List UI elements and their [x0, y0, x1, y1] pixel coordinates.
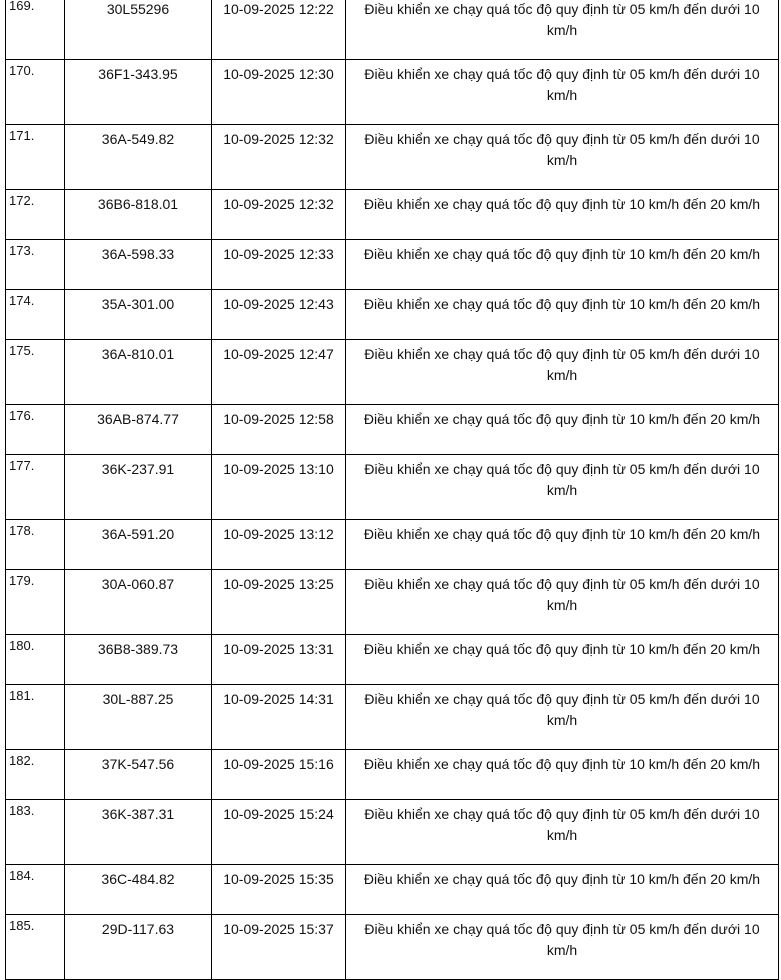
violation-description: Điều khiển xe chạy quá tốc độ quy định từ 05 km/h đến dưới 10 km/h	[346, 340, 779, 405]
violation-time: 10-09-2025 13:25	[212, 570, 346, 635]
violation-description: Điều khiển xe chạy quá tốc độ quy định từ 05 km/h đến dưới 10 km/h	[346, 125, 779, 190]
violations-table	[5, 0, 779, 980]
violation-description: Điều khiển xe chạy quá tốc độ quy định từ 05 km/h đến dưới 10 km/h	[346, 570, 779, 635]
license-plate: 36K-237.91	[65, 455, 212, 520]
table-row	[6, 635, 779, 685]
license-plate: 36B8-389.73	[65, 635, 212, 685]
table-row	[6, 570, 779, 635]
row-index: 180.	[6, 635, 65, 685]
row-index: 178.	[6, 520, 65, 570]
table-row	[6, 60, 779, 125]
row-index: 184.	[6, 865, 65, 915]
violation-time: 10-09-2025 12:33	[212, 240, 346, 290]
table-row	[6, 520, 779, 570]
row-index: 175.	[6, 340, 65, 405]
row-index: 181.	[6, 685, 65, 750]
violation-description: Điều khiển xe chạy quá tốc độ quy định từ 10 km/h đến 20 km/h	[346, 635, 779, 685]
row-index: 182.	[6, 750, 65, 800]
row-index: 173.	[6, 240, 65, 290]
violation-description: Điều khiển xe chạy quá tốc độ quy định từ 05 km/h đến dưới 10 km/h	[346, 0, 779, 60]
violation-time: 10-09-2025 12:47	[212, 340, 346, 405]
violation-time: 10-09-2025 15:37	[212, 915, 346, 980]
row-index: 183.	[6, 800, 65, 865]
table-row	[6, 125, 779, 190]
table-row	[6, 0, 779, 60]
violation-time: 10-09-2025 13:12	[212, 520, 346, 570]
violation-time: 10-09-2025 15:16	[212, 750, 346, 800]
violation-description: Điều khiển xe chạy quá tốc độ quy định từ 10 km/h đến 20 km/h	[346, 865, 779, 915]
table-row	[6, 190, 779, 240]
violation-description: Điều khiển xe chạy quá tốc độ quy định từ 05 km/h đến dưới 10 km/h	[346, 915, 779, 980]
violation-description: Điều khiển xe chạy quá tốc độ quy định từ 10 km/h đến 20 km/h	[346, 290, 779, 340]
violation-time: 10-09-2025 12:30	[212, 60, 346, 125]
table-row	[6, 915, 779, 980]
license-plate: 37K-547.56	[65, 750, 212, 800]
table-row	[6, 865, 779, 915]
license-plate: 36A-549.82	[65, 125, 212, 190]
license-plate: 36A-810.01	[65, 340, 212, 405]
license-plate: 35A-301.00	[65, 290, 212, 340]
row-index: 176.	[6, 405, 65, 455]
violations-table-body	[6, 0, 779, 980]
table-row	[6, 800, 779, 865]
license-plate: 30L55296	[65, 0, 212, 60]
license-plate: 36C-484.82	[65, 865, 212, 915]
violation-time: 10-09-2025 12:43	[212, 290, 346, 340]
license-plate: 36B6-818.01	[65, 190, 212, 240]
table-row	[6, 340, 779, 405]
violation-time: 10-09-2025 12:58	[212, 405, 346, 455]
violation-description: Điều khiển xe chạy quá tốc độ quy định từ 05 km/h đến dưới 10 km/h	[346, 60, 779, 125]
license-plate: 36A-591.20	[65, 520, 212, 570]
violation-description: Điều khiển xe chạy quá tốc độ quy định từ 10 km/h đến 20 km/h	[346, 750, 779, 800]
violation-description: Điều khiển xe chạy quá tốc độ quy định từ 05 km/h đến dưới 10 km/h	[346, 800, 779, 865]
violation-description: Điều khiển xe chạy quá tốc độ quy định từ 10 km/h đến 20 km/h	[346, 405, 779, 455]
violation-time: 10-09-2025 12:32	[212, 125, 346, 190]
table-row	[6, 750, 779, 800]
violation-time: 10-09-2025 12:22	[212, 0, 346, 60]
license-plate: 29D-117.63	[65, 915, 212, 980]
violation-description: Điều khiển xe chạy quá tốc độ quy định từ 10 km/h đến 20 km/h	[346, 240, 779, 290]
row-index: 169.	[6, 0, 65, 60]
violation-time: 10-09-2025 13:31	[212, 635, 346, 685]
row-index: 177.	[6, 455, 65, 520]
row-index: 174.	[6, 290, 65, 340]
table-row	[6, 240, 779, 290]
violation-time: 10-09-2025 15:24	[212, 800, 346, 865]
license-plate: 30A-060.87	[65, 570, 212, 635]
row-index: 179.	[6, 570, 65, 635]
license-plate: 30L-887.25	[65, 685, 212, 750]
violation-time: 10-09-2025 12:32	[212, 190, 346, 240]
violation-time: 10-09-2025 15:35	[212, 865, 346, 915]
row-index: 170.	[6, 60, 65, 125]
table-row	[6, 685, 779, 750]
license-plate: 36K-387.31	[65, 800, 212, 865]
violation-description: Điều khiển xe chạy quá tốc độ quy định từ 10 km/h đến 20 km/h	[346, 190, 779, 240]
table-row	[6, 455, 779, 520]
license-plate: 36F1-343.95	[65, 60, 212, 125]
violation-time: 10-09-2025 14:31	[212, 685, 346, 750]
row-index: 172.	[6, 190, 65, 240]
table-row	[6, 405, 779, 455]
row-index: 171.	[6, 125, 65, 190]
violation-description: Điều khiển xe chạy quá tốc độ quy định từ 10 km/h đến 20 km/h	[346, 520, 779, 570]
table-row	[6, 290, 779, 340]
violation-time: 10-09-2025 13:10	[212, 455, 346, 520]
license-plate: 36AB-874.77	[65, 405, 212, 455]
violation-description: Điều khiển xe chạy quá tốc độ quy định từ 05 km/h đến dưới 10 km/h	[346, 455, 779, 520]
row-index: 185.	[6, 915, 65, 980]
license-plate: 36A-598.33	[65, 240, 212, 290]
violation-description: Điều khiển xe chạy quá tốc độ quy định từ 05 km/h đến dưới 10 km/h	[346, 685, 779, 750]
